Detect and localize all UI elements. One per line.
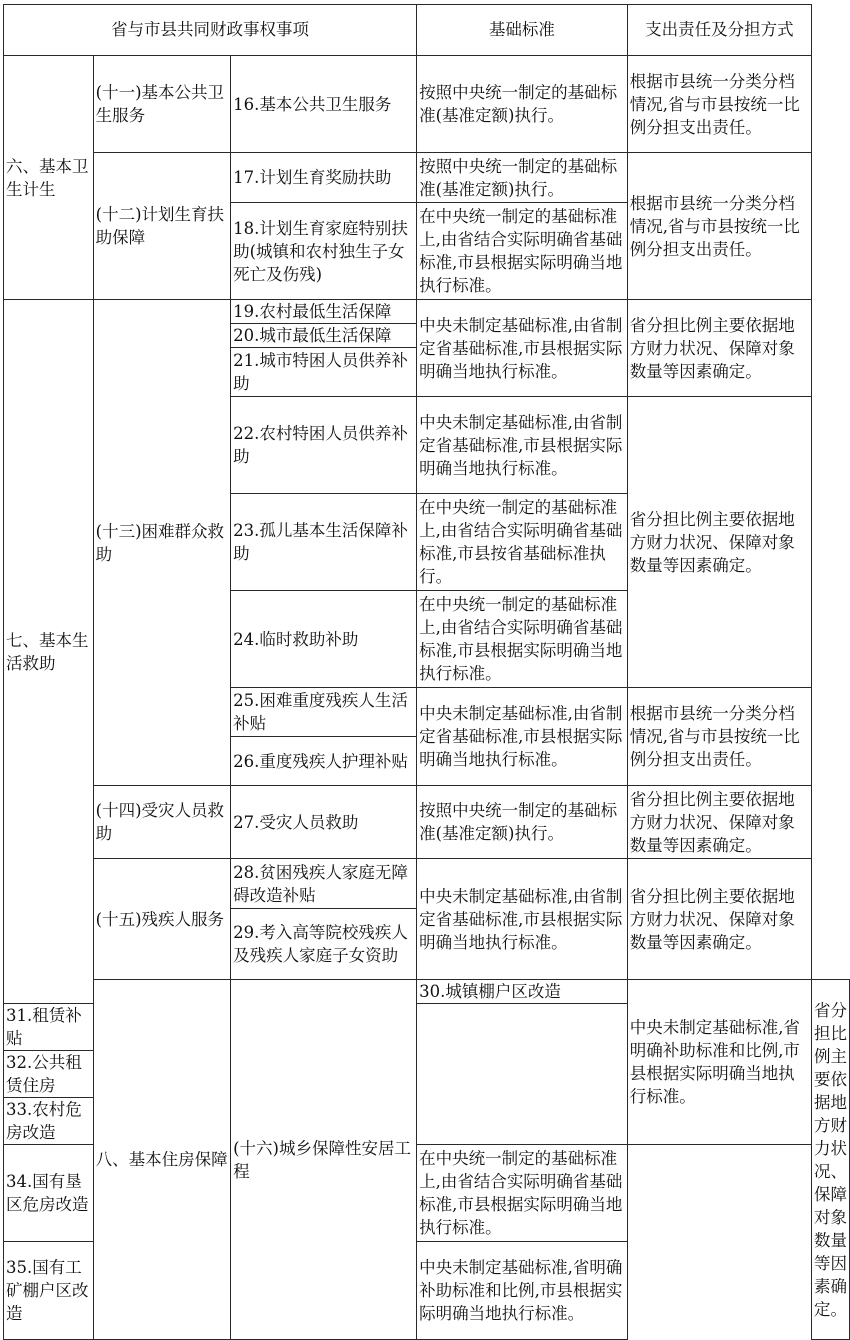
item-cell: 26.重度残疾人护理补贴 [231,737,417,786]
fiscal-responsibility-table [3,4,850,1340]
share-cell: 省分担比例主要依据地方财力状况、保障对象数量等因素确定。 [627,397,811,688]
standard-cell: 中央未制定基础标准,由省制定省基础标准,市县根据实际明确当地执行标准。 [417,300,628,397]
item-cell: 21.城市特困人员供养补助 [231,348,417,397]
item-cell: 27.受灾人员救助 [231,786,417,859]
standard-cell: 中央未制定基础标准,由省制定省基础标准,市县根据实际明确当地执行标准。 [417,688,628,786]
item-cell: 28.贫困残疾人家庭无障碍改造补贴 [231,859,417,909]
section-cell: 六、基本卫生计生 [4,56,94,300]
share-cell: 根据市县统一分类分档情况,省与市县按统一比例分担支出责任。 [627,688,811,786]
header-share: 支出责任及分担方式 [627,5,811,56]
item-cell: 31.租赁补贴 [4,1004,94,1051]
standard-cell: 在中央统一制定的基础标准上,由省结合实际明确省基础标准,市县根据实际明确当地执行标准。 [417,1145,628,1242]
standard-cell: 在中央统一制定的基础标准上,由省结合实际明确省基础标准,市县根据实际明确当地执行标准。 [417,203,628,300]
item-cell: 23.孤儿基本生活保障补助 [231,494,417,591]
item-cell: 20.城市最低生活保障 [231,324,417,348]
share-cell: 省分担比例主要依据地方财力状况、保障对象数量等因素确定。 [812,980,850,1340]
share-cell: 省分担比例主要依据地方财力状况、保障对象数量等因素确定。 [627,786,811,859]
standard-cell: 中央未制定基础标准,省明确补助标准和比例,市县根据实际明确当地执行标准。 [627,980,811,1145]
standard-cell: 按照中央统一制定的基础标准(基准定额)执行。 [417,153,628,203]
section-cell: 七、基本生活救助 [4,300,94,1004]
group-cell: (十四)受灾人员救助 [93,786,230,859]
group-cell: (十五)残疾人服务 [93,859,230,980]
item-cell: 18.计划生育家庭特别扶助(城镇和农村独生子女死亡及伤残) [231,203,417,300]
share-cell: 根据市县统一分类分档情况,省与市县按统一比例分担支出责任。 [627,56,811,153]
standard-cell: 中央未制定基础标准,由省制定省基础标准,市县根据实际明确当地执行标准。 [417,397,628,494]
item-cell: 29.考入高等院校残疾人及残疾人家庭子女资助 [231,909,417,980]
item-cell: 35.国有工矿棚户区改造 [4,1242,94,1340]
group-cell: (十一)基本公共卫生服务 [93,56,230,153]
share-cell: 省分担比例主要依据地方财力状况、保障对象数量等因素确定。 [627,859,811,980]
group-cell: (十二)计划生育扶助保障 [93,153,230,300]
item-cell: 16.基本公共卫生服务 [231,56,417,153]
item-cell: 33.农村危房改造 [4,1098,94,1145]
standard-cell: 在中央统一制定的基础标准上,由省结合实际明确省基础标准,市县按省基础标准执行。 [417,494,628,591]
item-cell: 32.公共租赁住房 [4,1051,94,1098]
share-cell: 根据市县统一分类分档情况,省与市县按统一比例分担支出责任。 [627,153,811,300]
item-cell: 24.临时救助补助 [231,591,417,688]
group-cell: (十三)困难群众救助 [93,300,230,786]
standard-cell: 中央未制定基础标准,由省制定省基础标准,市县根据实际明确当地执行标准。 [417,859,628,980]
item-cell: 17.计划生育奖励扶助 [231,153,417,203]
section-cell: 八、基本住房保障 [93,980,230,1340]
share-cell: 省分担比例主要依据地方财力状况、保障对象数量等因素确定。 [627,300,811,397]
standard-cell: 按照中央统一制定的基础标准(基准定额)执行。 [417,56,628,153]
standard-cell: 在中央统一制定的基础标准上,由省结合实际明确省基础标准,市县根据实际明确当地执行标准。 [417,591,628,688]
item-cell: 22.农村特困人员供养补助 [231,397,417,494]
standard-cell: 中央未制定基础标准,省明确补助标准和比例,市县根据实际明确当地执行标准。 [417,1242,628,1340]
header-standard: 基础标准 [417,5,628,56]
header-scope: 省与市县共同财政事权事项 [4,5,417,56]
item-cell: 34.国有垦区危房改造 [4,1145,94,1242]
item-cell: 30.城镇棚户区改造 [417,980,628,1004]
item-cell: 25.困难重度残疾人生活补贴 [231,688,417,737]
item-cell: 19.农村最低生活保障 [231,300,417,324]
standard-cell: 按照中央统一制定的基础标准(基准定额)执行。 [417,786,628,859]
group-cell: (十六)城乡保障性安居工程 [231,980,417,1340]
